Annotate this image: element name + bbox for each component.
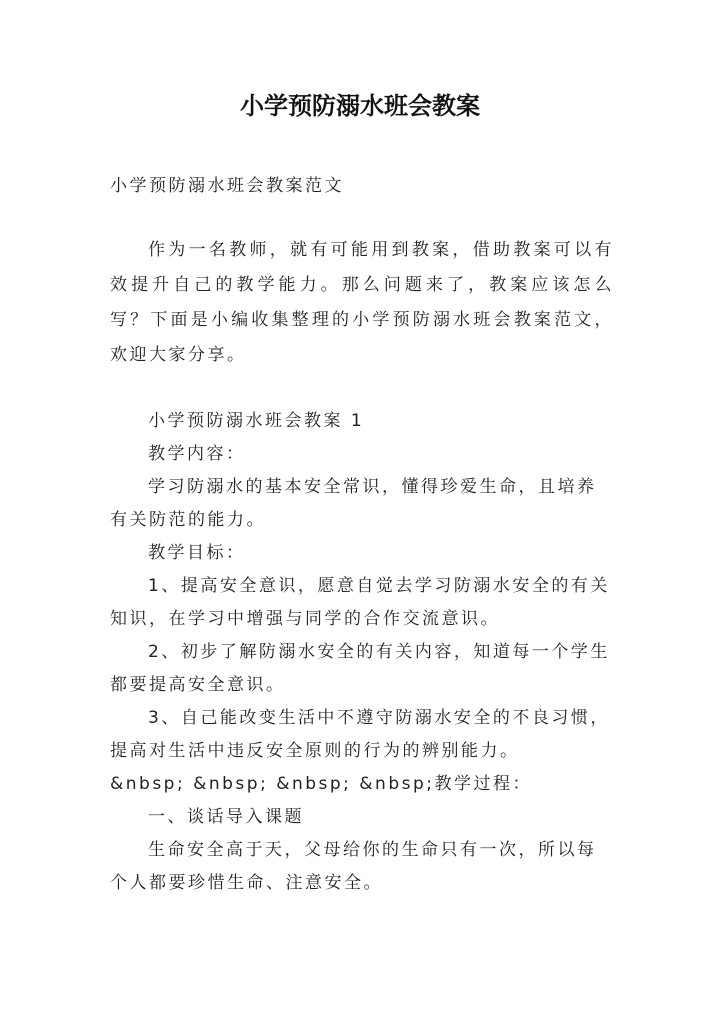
section-1-paragraph: 生命安全高于天，父母给你的生命只有一次，所以每个人都要珍惜生命、注意安全。: [110, 840, 597, 893]
teaching-goals-label: 教学目标：: [148, 543, 246, 563]
document-subtitle: 小学预防溺水班会教案范文: [110, 176, 344, 196]
teaching-content-paragraph: 学习防溺水的基本安全常识，懂得珍爱生命，且培养有关防范的能力。: [110, 477, 597, 530]
document-title: 小学预防溺水班会教案: [240, 91, 480, 120]
teaching-content-label: 教学内容：: [148, 444, 246, 464]
goal-item-3: 3、自己能改变生活中不遵守防溺水安全的不良习惯，提高对生活中违反安全原则的行为的辨别能力。: [110, 708, 610, 761]
goal-item-2: 2、初步了解防溺水安全的有关内容，知道每一个学生都要提高安全意识。: [110, 642, 610, 695]
teaching-process-label: &nbsp; &nbsp; &nbsp; &nbsp;教学过程：: [110, 774, 533, 794]
lesson-heading: 小学预防溺水班会教案 1: [148, 411, 365, 431]
goal-item-1: 1、提高安全意识，愿意自觉去学习防溺水安全的有关知识，在学习中增强与同学的合作交流意识。: [110, 576, 610, 629]
intro-paragraph: 作为一名教师，就有可能用到教案，借助教案可以有效提升自己的教学能力。那么问题来了，教案应该怎么写？下面是小编收集整理的小学预防溺水班会教案范文，欢迎大家分享。: [110, 240, 614, 365]
section-heading-1: 一、谈话导入课题: [148, 807, 304, 827]
document-content: [110, 405, 614, 900]
